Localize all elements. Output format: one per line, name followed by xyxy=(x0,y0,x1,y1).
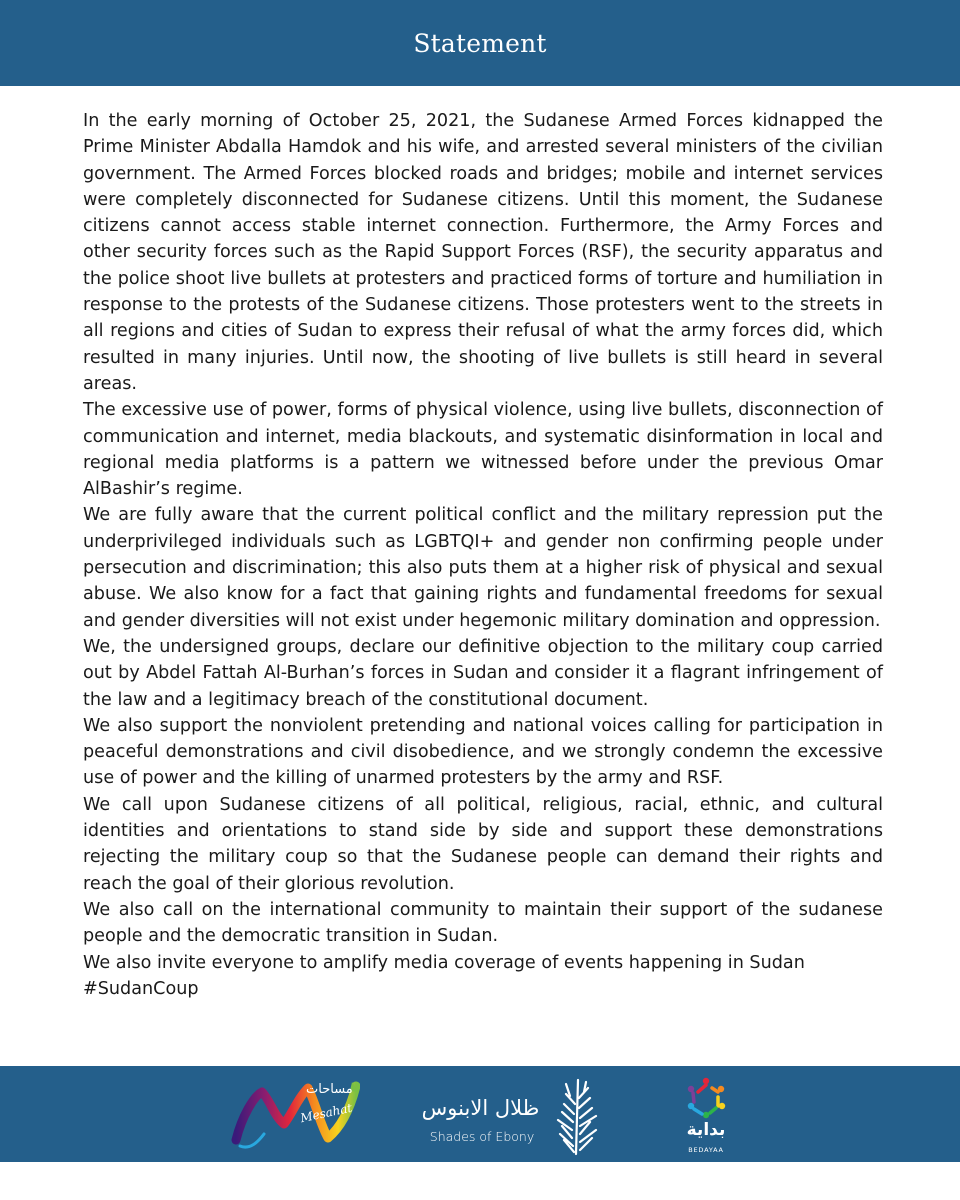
hashtag: #SudanCoup xyxy=(83,978,199,999)
ebony-wordmark: Shades of Ebony xyxy=(429,1129,535,1144)
mesahat-arabic: مساحات xyxy=(306,1082,353,1097)
footer-band xyxy=(0,1066,960,1162)
mesahat-wordmark: Mesahat xyxy=(299,1100,354,1126)
bedayaa-logo xyxy=(676,1076,736,1156)
bedayaa-people-circle-icon xyxy=(684,1076,728,1120)
statement-paragraph: We, the undersigned groups, declare our definitive objection to the military coup carried out by Abdel Fattah Al-Burhan’s forces in Sudan and consider it a flagrant infringement of the law and a legitimacy breach of the constitutional document. xyxy=(83,636,883,710)
ebony-tree-icon xyxy=(556,1074,600,1158)
statement-body xyxy=(83,108,883,1002)
page-title: Statement xyxy=(413,28,547,58)
statement-paragraph: In the early morning of October 25, 2021, the Sudanese Armed Forces kidnapped the Prime Minister Abdalla Hamdok and his wife, and arrested several ministers of the civilian government. The Armed Forces blocked roads and bridges; mobile and internet services were completely disconnected for Sudanese citizens. Until this moment, the Sudanese citizens cannot access stable internet connection. Furthermore, the Army Forces and other security forces such as the Rapid Support Forces (RSF), the security apparatus and the police shoot live bullets at protesters and practiced forms of torture and humiliation in response to the protests of the Sudanese citizens. Those protesters went to the streets in all regions and cities of Sudan to express their refusal of what the army forces did, which resulted in many injuries. Until now, the shooting of live bullets is still heard in several areas. xyxy=(83,111,883,394)
bedayaa-wordmark: BEDAYAA xyxy=(688,1146,724,1154)
statement-paragraph: The excessive use of power, forms of physical violence, using live bullets, disconnection of communication and internet, media blackouts, and systematic disinformation in local and regional media platforms is a pattern we witnessed before under the previous Omar AlBashir’s regime. xyxy=(83,400,883,500)
statement-paragraph: We are fully aware that the current political conflict and the military repression put the underprivileged individuals such as LGBTQI+ and gender non confirming people under persecution and discrimination; this also puts them at a higher risk of physical and sexual abuse. We also know for a fact that gaining rights and fundamental freedoms for sexual and gender diversities will not exist under hegemonic military domination and oppression. xyxy=(83,505,883,631)
statement-paragraph: We also invite everyone to amplify media coverage of events happening in Sudan xyxy=(83,952,805,973)
shades-of-ebony-logo xyxy=(408,1074,608,1158)
statement-paragraph: We also support the nonviolent pretending and national voices calling for participation in peaceful demonstrations and civil disobedience, and we strongly condemn the excessive use of power and the killing of unarmed protesters by the army and RSF. xyxy=(83,715,883,789)
mesahat-logo xyxy=(228,1076,360,1156)
statement-paragraph: We call upon Sudanese citizens of all political, religious, racial, ethnic, and cultural identities and orientations to stand side by side and support these demonstrations rejecting the military coup so that the Sudanese people can demand their rights and reach the goal of their glorious revolution. xyxy=(83,794,883,894)
header-band xyxy=(0,0,960,86)
statement-paragraph: We also call on the international community to maintain their support of the sudanese people and the democratic transition in Sudan. xyxy=(83,899,883,947)
bedayaa-arabic: بداية xyxy=(686,1120,726,1140)
ebony-arabic: ظلال الابنوس xyxy=(421,1096,540,1120)
